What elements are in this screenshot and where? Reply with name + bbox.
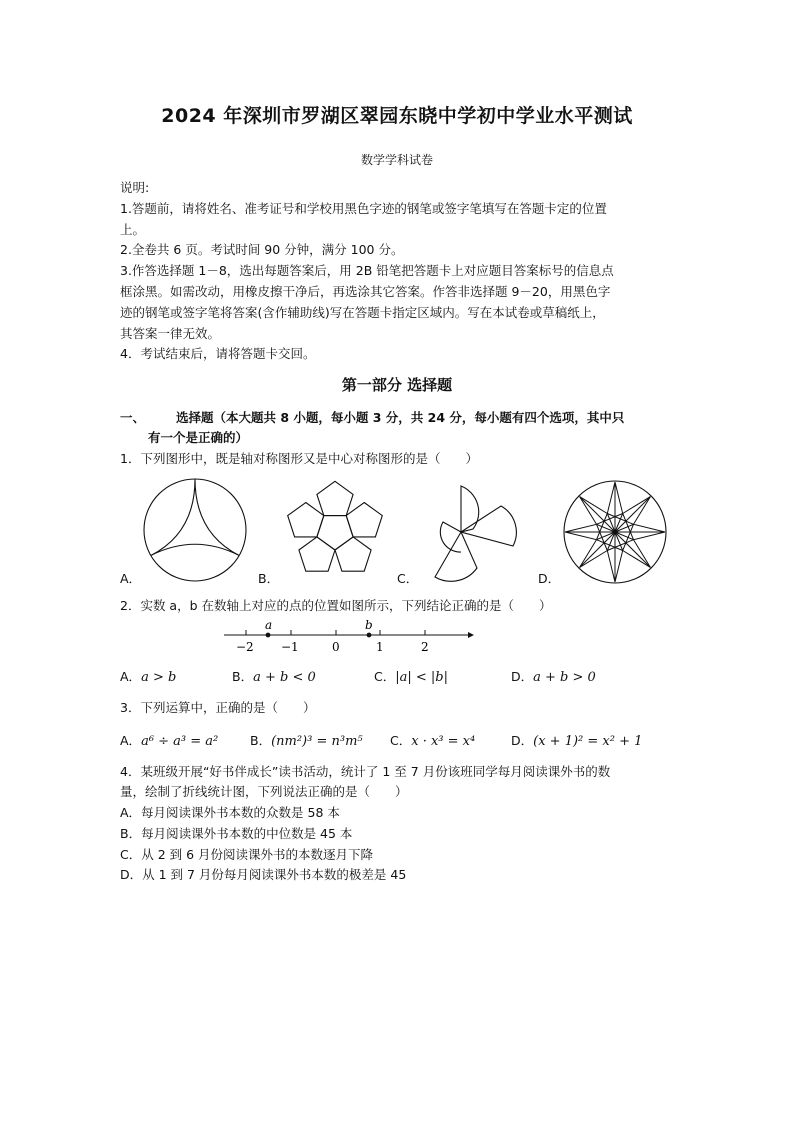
q4-option-d: D．从 1 到 7 月份每月阅读课外书本数的极差是 45 — [120, 867, 407, 882]
q1-option-b-label: B． — [258, 571, 280, 586]
figure-c-sector-right — [461, 506, 516, 546]
number-line-arrow — [468, 632, 474, 638]
point-a-label: a — [265, 618, 273, 632]
section-desc-line1: 选择题（本大题共 8 小题，每小题 3 分，共 24 分，每小题有四个选项，其中只 — [176, 410, 625, 425]
q2-option-b-expr: a + b < 0 — [253, 670, 316, 685]
q3-option-a — [120, 731, 218, 752]
q2-option-d — [511, 667, 596, 688]
q4-stem-line2: 量，绘制了折线统计图，下列说法正确的是（ ） — [120, 784, 408, 799]
q3-option-a-expr: a⁶ ÷ a³ = a² — [141, 734, 219, 749]
instruction-1b: 上。 — [120, 222, 146, 237]
q4-stem-line1: 4．某班级开展“好书伴成长”读书活动，统计了 1 至 7 月份该班同学每月阅读课外书的数 — [120, 764, 611, 779]
q1-stem: 1．下列图形中，既是轴对称图形又是中心对称图形的是（ ） — [120, 451, 478, 466]
tick-label-0: 0 — [332, 640, 340, 654]
point-b-dot — [367, 633, 372, 638]
q2-number-line — [220, 616, 475, 656]
instruction-2: 2.全卷共 6 页。考试时间 90 分钟，满分 100 分。 — [120, 242, 404, 257]
page-subtitle: 数学学科试卷 — [360, 153, 433, 167]
q1-option-c-label: C． — [397, 571, 419, 586]
tick-label-1: 1 — [376, 640, 384, 654]
q2-option-b-label: B． — [232, 669, 254, 684]
q3-option-c — [390, 731, 475, 752]
tick-label-2: 2 — [421, 640, 429, 654]
figure-a-curved-triangle — [151, 479, 239, 556]
tick-label-neg2: −2 — [236, 640, 254, 654]
instruction-4: 4．考试结束后，请将答题卡交回。 — [120, 346, 316, 361]
q1-figure-c — [415, 484, 525, 584]
part1-heading: 第一部分 选择题 — [341, 376, 453, 394]
q3-option-b-label: B． — [250, 733, 272, 748]
instruction-3a: 3.作答选择题 1－8，选出每题答案后，用 2B 铅笔把答题卡上对应题目答案标号的信息点 — [120, 263, 614, 278]
instruction-3b: 框涂黑。如需改动，用橡皮擦干净后，再选涂其它答案。作答非选择题 9－20，用黑色字 — [120, 284, 611, 299]
q1-option-a-label: A． — [120, 571, 142, 586]
instruction-3d: 其答案一律无效。 — [120, 326, 221, 341]
q2-option-a — [120, 667, 176, 688]
q3-option-d — [511, 731, 642, 752]
q1-figure-a — [143, 478, 247, 582]
q3-option-b — [250, 731, 363, 752]
outer-pentagon — [346, 503, 382, 537]
q3-option-a-label: A． — [120, 733, 142, 748]
section-desc-line2: 有一个是正确的） — [148, 430, 249, 445]
outer-pentagon — [288, 503, 324, 537]
figure-a-circle — [144, 479, 246, 581]
point-b-label: b — [365, 618, 373, 632]
q1-figure-d — [563, 480, 667, 584]
q2-option-d-label: D． — [511, 669, 534, 684]
page-title: 2024 年深圳市罗湖区翠园东晓中学初中学业水平测试 — [161, 105, 633, 127]
q1-option-d-label: D． — [538, 571, 561, 586]
q4-option-c: C．从 2 到 6 月份阅读课外书的本数逐月下降 — [120, 847, 374, 862]
tick-label-neg1: −1 — [281, 640, 299, 654]
outer-pentagon — [299, 537, 335, 571]
q1-figure-b — [280, 474, 390, 584]
instructions-heading: 说明: — [120, 180, 150, 195]
section-number: 一、 — [120, 410, 146, 425]
q4-option-a: A．每月阅读课外书本数的众数是 58 本 — [120, 805, 340, 820]
figure-c-sector-top — [461, 486, 479, 532]
outer-pentagon — [317, 481, 353, 515]
instruction-3c: 迹的钢笔或签字笔将答案(含作辅助线)写在答题卡指定区域内。写在本试卷或草稿纸上， — [120, 305, 605, 320]
q4-option-b: B．每月阅读课外书本数的中位数是 45 本 — [120, 826, 353, 841]
q3-option-d-expr: (x + 1)² = x² + 1 — [533, 734, 643, 749]
q3-option-b-expr: (nm²)³ = n³m⁵ — [271, 734, 363, 749]
q2-option-b — [232, 667, 316, 688]
q2-option-c-expr: |a| < |b| — [395, 670, 448, 685]
q2-option-a-label: A． — [120, 669, 142, 684]
instruction-1a: 1.答题前，请将姓名、准考证号和学校用黑色字迹的钢笔或签字笔填写在答题卡定的位置 — [120, 201, 607, 216]
outer-pentagon — [335, 537, 371, 571]
q3-option-c-expr: x · x³ = x⁴ — [411, 734, 476, 749]
point-a-dot — [266, 633, 271, 638]
q2-option-a-expr: a > b — [141, 670, 177, 685]
q2-stem: 2．实数 a，b 在数轴上对应的点的位置如图所示，下列结论正确的是（ ） — [120, 598, 552, 613]
q2-option-c-label: C． — [374, 669, 396, 684]
q3-option-d-label: D． — [511, 733, 534, 748]
q3-option-c-label: C． — [390, 733, 412, 748]
q2-option-d-expr: a + b > 0 — [533, 670, 596, 685]
q2-option-c — [374, 667, 448, 688]
q3-stem: 3．下列运算中，正确的是（ ） — [120, 700, 316, 715]
